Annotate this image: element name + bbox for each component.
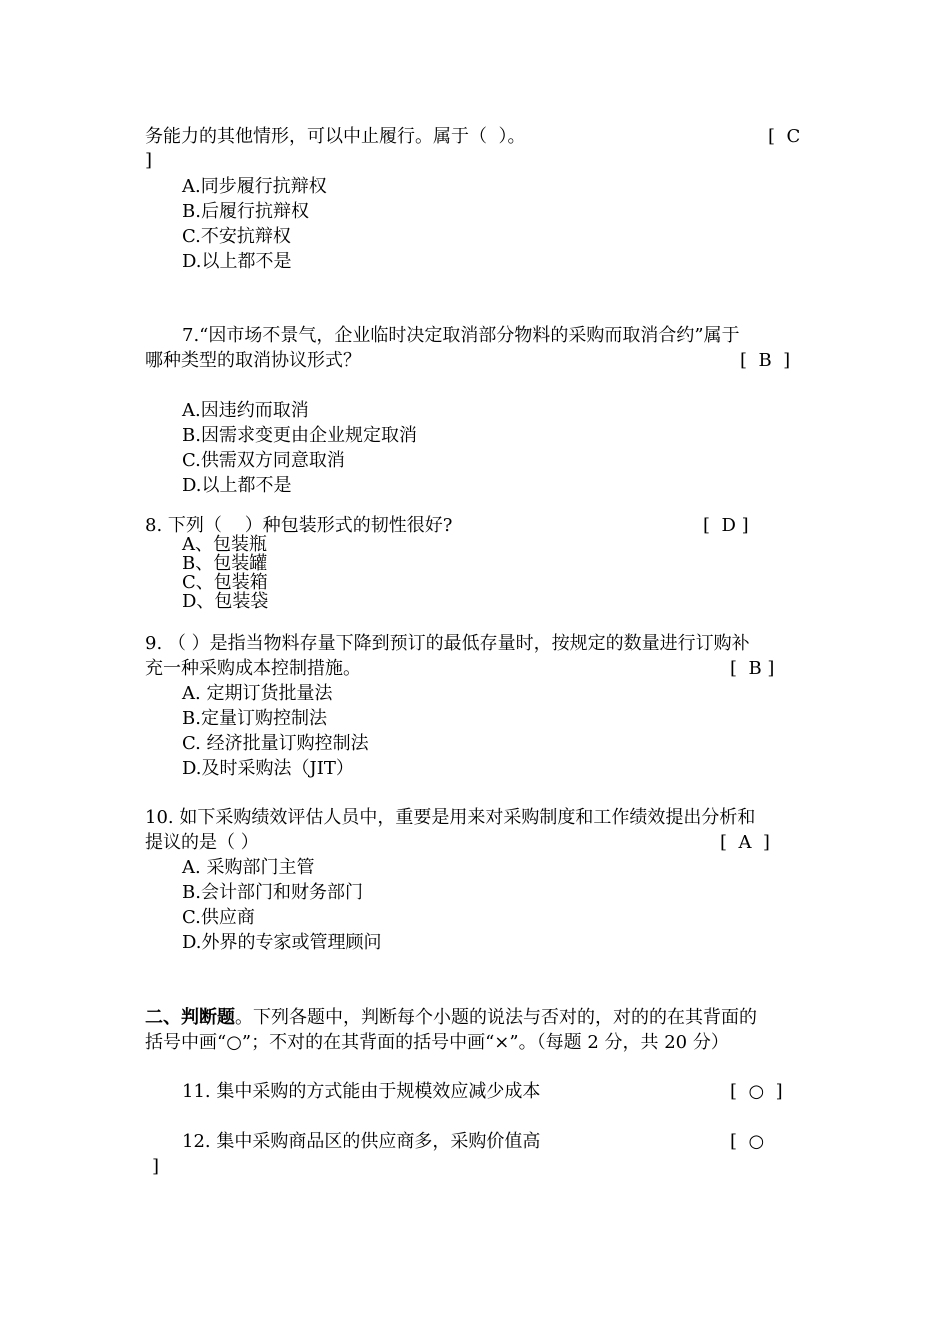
q9-answer: [ B ] (730, 658, 775, 679)
q6-option-a: A.同步履行抗辩权 (182, 176, 327, 197)
q10-option-d: D.外界的专家或管理顾问 (182, 932, 382, 953)
q9-option-c: C. 经济批量订购控制法 (182, 733, 369, 754)
q6-option-d: D.以上都不是 (182, 251, 292, 272)
section2-title: 二、判断题 (145, 1007, 235, 1028)
q8-option-b: B、包装罐 (182, 553, 268, 574)
q10-option-b: B.会计部门和财务部门 (182, 882, 363, 903)
q12-stem: 12. 集中采购商品区的供应商多，采购价值高 (182, 1131, 541, 1152)
q8-stem: 8. 下列（ ）种包装形式的韧性很好? (145, 515, 453, 536)
q12-answer-close: ] (152, 1156, 160, 1177)
q10-answer: [ A ] (720, 832, 770, 853)
q10-option-c: C.供应商 (182, 907, 255, 928)
q7-stem-line2: 哪种类型的取消协议形式？ (145, 350, 361, 371)
q7-stem-line1: 7.“因市场不景气，企业临时决定取消部分物料的采购而取消合约”属于 (182, 325, 740, 346)
q8-answer: [ D ] (703, 515, 749, 536)
q9-stem-line2: 充一种采购成本控制措施。 (145, 658, 361, 679)
q12-answer-open: [ ○ (730, 1131, 765, 1152)
q10-stem-line1: 10. 如下采购绩效评估人员中，重要是用来对采购制度和工作绩效提出分析和 (145, 807, 756, 828)
q9-stem-line1: 9. （ ）是指当物料存量下降到预订的最低存量时，按规定的数量进行订购补 (145, 633, 750, 654)
section2-desc-line2: 括号中画“○”；不对的在其背面的括号中画“×”。（每题 2 分，共 20 分） (145, 1032, 729, 1053)
q6-answer-bracket-close: ] (145, 150, 153, 171)
q6-option-b: B.后履行抗辩权 (182, 201, 309, 222)
q6-answer-bracket-open: [ C (768, 126, 801, 147)
q8-option-c: C、包装箱 (182, 572, 268, 593)
q7-option-a: A.因违约而取消 (182, 400, 309, 421)
q10-stem-line2: 提议的是（ ） (145, 832, 259, 853)
section2-desc-line1: 。下列各题中，判断每个小题的说法与否对的，对的的在其背面的 (235, 1007, 757, 1028)
q11-answer: [ ○ ] (730, 1081, 783, 1102)
q7-answer: [ B ] (740, 350, 791, 371)
q10-option-a: A. 采购部门主管 (182, 857, 315, 878)
q9-option-a: A. 定期订货批量法 (182, 683, 333, 704)
q6-option-c: C.不安抗辩权 (182, 226, 291, 247)
q8-option-d: D、包装袋 (182, 591, 269, 612)
q9-option-b: B.定量订购控制法 (182, 708, 327, 729)
q7-option-b: B.因需求变更由企业规定取消 (182, 425, 417, 446)
q7-option-c: C.供需双方同意取消 (182, 450, 345, 471)
section2-heading (145, 1007, 757, 1029)
q7-option-d: D.以上都不是 (182, 475, 292, 496)
q9-option-d: D.及时采购法（JIT） (182, 758, 354, 779)
q6-stem-tail: 务能力的其他情形，可以中止履行。属于（ ）。 (145, 126, 526, 147)
q8-option-a: A、包装瓶 (182, 534, 267, 555)
q11-stem: 11. 集中采购的方式能由于规模效应减少成本 (182, 1081, 541, 1102)
